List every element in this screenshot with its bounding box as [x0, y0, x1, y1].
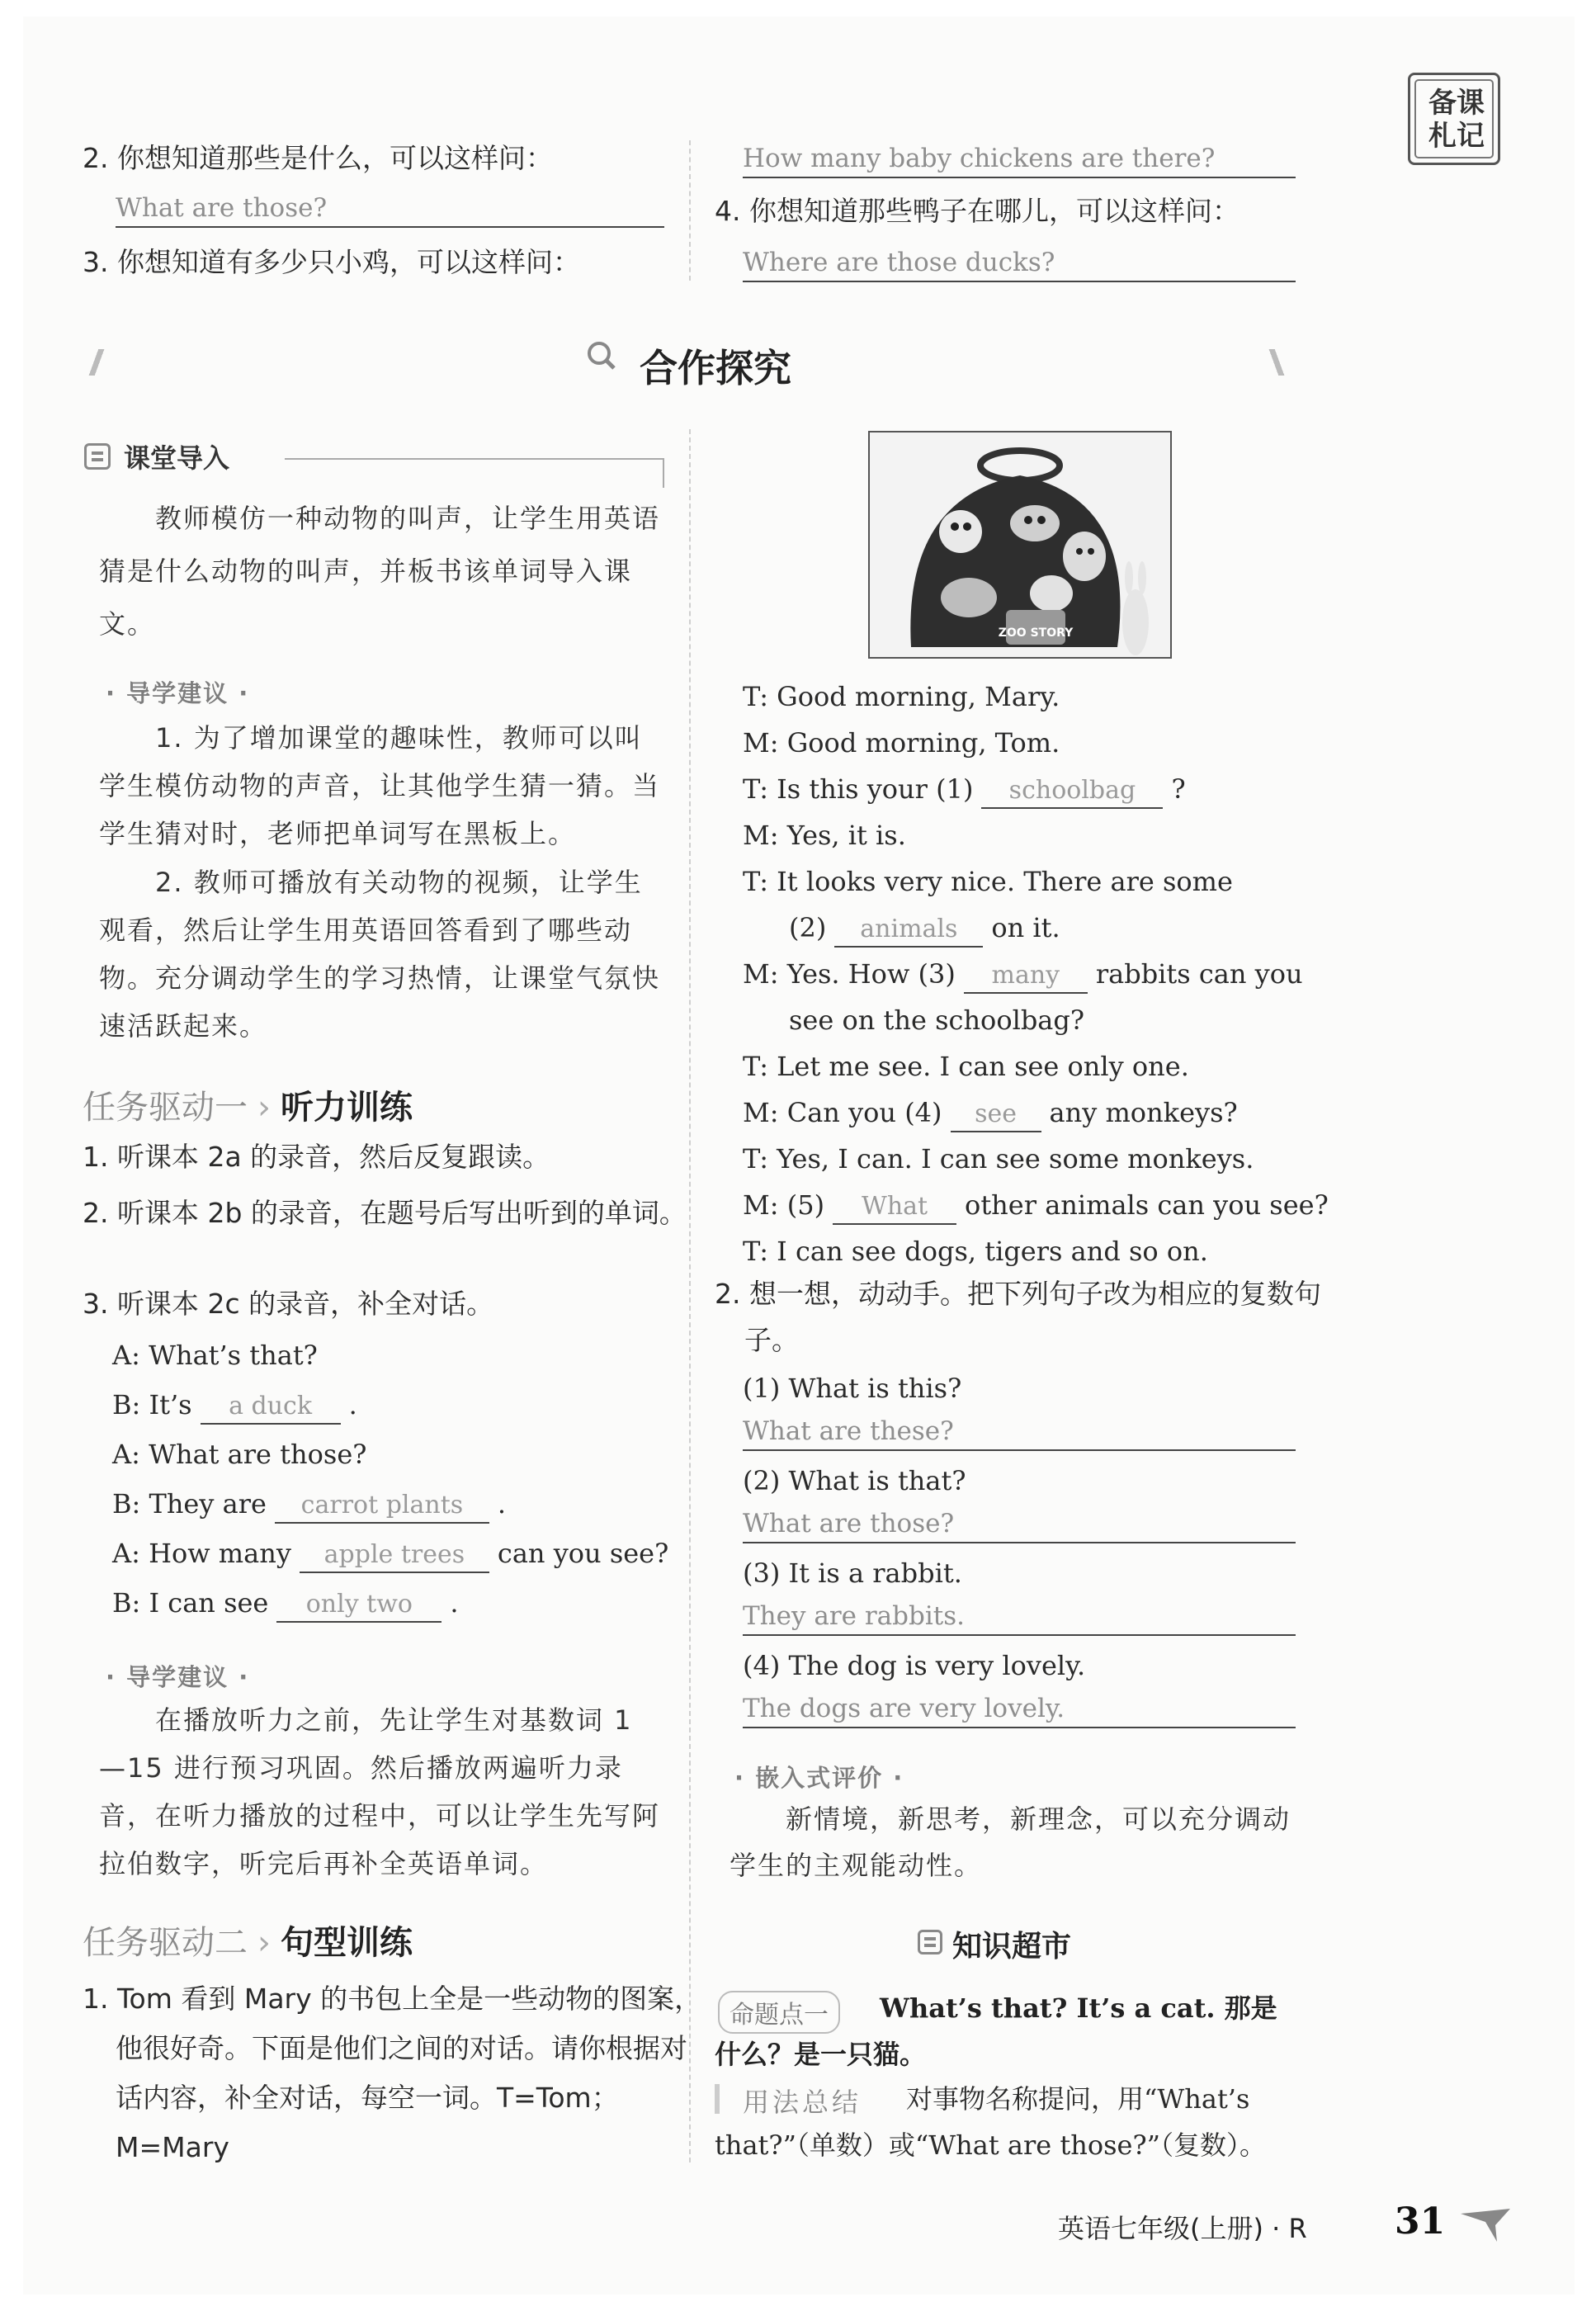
- dlg2-text: T: Let me see. I can see only one.: [743, 1051, 1189, 1082]
- dlg2-blank: What: [833, 1190, 956, 1225]
- dlg2-line: [743, 817, 906, 853]
- zoo-story-label: ZOO STORY: [998, 626, 1074, 640]
- intro-rule-end: [663, 458, 664, 488]
- dlg2-blank: many: [964, 959, 1088, 994]
- answer-3: How many baby chickens are there?: [743, 140, 1296, 178]
- task2-heading: 任务驱动二 › 句型训练: [83, 1924, 413, 1962]
- dlg2-line: [743, 771, 1186, 809]
- dlg2-line: [743, 1141, 1254, 1177]
- dlg1-text-after: can you see?: [497, 1538, 669, 1569]
- dlg2-text-after: on it.: [991, 912, 1060, 943]
- dlg2-text: M: Good morning, Tom.: [743, 727, 1060, 759]
- dlg2-line: [789, 1002, 1084, 1038]
- section-divider-left: [87, 349, 106, 376]
- tip2-title: · 导学建议 ·: [106, 1663, 250, 1691]
- intro-rule: [285, 458, 664, 460]
- plural-q2: (2) What is that?: [743, 1465, 966, 1496]
- dlg1-text-after: .: [450, 1587, 459, 1619]
- schoolbag-image: [868, 431, 1172, 659]
- dlg1-text: B: I can see: [112, 1587, 269, 1619]
- dlg1-text: B: They are: [112, 1488, 267, 1520]
- dlg1-line: [112, 1387, 357, 1425]
- dlg1-text: A: What are those?: [112, 1439, 367, 1470]
- plural-a3: They are rabbits.: [743, 1598, 1296, 1636]
- stamp-text: 备课札记: [1428, 87, 1485, 153]
- task2-item-1: 1. Tom 看到 Mary 的书包上全是一些动物的图案，他很好奇。下面是他们之间的对话。请你根据对话内容，补全对话，每空一词。T=Tom；M=Mary: [83, 1983, 702, 2163]
- point-label: 命题点一: [718, 1991, 840, 2034]
- dlg1-text: B: It’s: [112, 1389, 192, 1420]
- dlg2-blank: animals: [834, 913, 983, 948]
- tip1-paragraph-2: 2. 教师可播放有关动物的视频，让学生观看，然后让学生用英语回答看到了哪些动物。充分调动学生的学习热情，让课堂气氛快速活跃起来。: [99, 867, 661, 1042]
- dlg2-line: [743, 1048, 1189, 1085]
- tip1-paragraph-1: 1. 为了增加课堂的趣味性，教师可以叫学生模仿动物的声音，让其他学生猜一猜。当学生猜对时，老师把单词写在黑板上。: [99, 722, 661, 849]
- task1-item-2: 2. 听课本 2b 的录音，在题号后写出听到的单词。: [83, 1197, 687, 1229]
- magnifier-icon: [584, 338, 617, 371]
- tip1-title: · 导学建议 ·: [106, 679, 250, 707]
- dlg2-text-after: rabbits can you: [1095, 958, 1303, 990]
- dlg1-text: A: How many: [112, 1538, 291, 1569]
- dlg2-text: T: Good morning, Mary.: [743, 681, 1060, 712]
- task1-prefix: 任务驱动一: [83, 1089, 248, 1127]
- dlg2-text: T: Is this your (1): [743, 773, 974, 805]
- dlg1-line: [112, 1337, 318, 1373]
- dlg1-text-after: .: [497, 1488, 507, 1520]
- dlg2-line: [743, 956, 1303, 994]
- usage-text: 对事物名称提问，用“What’s that?”（单数）或“What are those?”（复数）。: [715, 2083, 1266, 2161]
- task1-item-3: 3. 听课本 2c 的录音，补全对话。: [83, 1288, 494, 1320]
- plural-q1: (1) What is this?: [743, 1373, 962, 1404]
- dlg1-blank: only two: [276, 1588, 441, 1623]
- dlg2-text: (2): [789, 912, 827, 943]
- dlg2-text: M: Yes. How (3): [743, 958, 956, 990]
- dlg2-text: T: It looks very nice. There are some: [743, 866, 1233, 897]
- knowledge-icon: [918, 1930, 942, 1954]
- dlg2-text: M: (5): [743, 1189, 825, 1221]
- dlg2-text: T: I can see dogs, tigers and so on.: [743, 1236, 1208, 1267]
- dlg2-blank: see: [951, 1098, 1041, 1132]
- plural-a2: What are those?: [743, 1505, 1296, 1543]
- column-divider: [689, 429, 691, 2162]
- question-4: 4. 你想知道那些鸭子在哪儿，可以这样问：: [715, 195, 1239, 227]
- dlg2-text: M: Yes, it is.: [743, 820, 906, 851]
- dlg1-blank: apple trees: [300, 1538, 489, 1573]
- dlg1-line: [112, 1585, 459, 1623]
- question-3: 3. 你想知道有多少只小鸡，可以这样问：: [83, 246, 580, 278]
- eval-text: 新情境，新思考，新理念，可以充分调动学生的主观能动性。: [730, 1803, 1291, 1881]
- dlg2-line: [743, 725, 1060, 761]
- eval-title: · 嵌入式评价 ·: [734, 1764, 904, 1792]
- task1-heading: 任务驱动一 › 听力训练: [83, 1089, 413, 1127]
- knowledge-title: 知识超市: [952, 1930, 1072, 1964]
- tip2-text: 在播放听力之前，先让学生对基数词 1—15 进行预习巩固。然后播放两遍听力录音，在听力播放的过程中，可以让学生先写阿拉伯数字，听完后再补全英语单词。: [99, 1704, 661, 1879]
- notes-stamp: [1408, 73, 1500, 165]
- dlg2-text: M: Can you (4): [743, 1097, 942, 1128]
- classroom-intro-icon: [84, 443, 111, 470]
- dlg2-line: [743, 1094, 1238, 1132]
- question-2: 2. 你想知道那些是什么，可以这样问：: [83, 142, 553, 174]
- plural-a4: The dogs are very lovely.: [743, 1690, 1296, 1728]
- dlg1-blank: a duck: [201, 1390, 341, 1425]
- classroom-intro-text: 教师模仿一种动物的叫声，让学生用英语猜是什么动物的叫声，并板书该单词导入课文。: [99, 503, 661, 640]
- page-corner-icon: [1461, 2205, 1510, 2242]
- task2-q2-prompt: 2. 想一想，动动手。把下列句子改为相应的复数句子。: [715, 1278, 1321, 1356]
- dlg1-text-after: .: [348, 1389, 357, 1420]
- plural-q3: (3) It is a rabbit.: [743, 1557, 962, 1589]
- task2-title: 句型训练: [281, 1924, 413, 1962]
- classroom-intro-label: 课堂导入: [124, 442, 230, 474]
- plural-q4: (4) The dog is very lovely.: [743, 1650, 1086, 1681]
- dlg2-line: [743, 1233, 1208, 1269]
- section-title: 合作探究: [640, 346, 791, 390]
- section-divider-right: [1267, 349, 1287, 376]
- answer-2: What are those?: [116, 190, 664, 228]
- dlg2-text: see on the schoolbag?: [789, 1004, 1085, 1036]
- dlg2-line: [789, 910, 1060, 948]
- answer-4: Where are those ducks?: [743, 244, 1296, 282]
- dlg1-line: [112, 1535, 668, 1573]
- dlg2-line: [743, 863, 1233, 900]
- page-number: 31: [1395, 2200, 1446, 2243]
- dlg1-blank: carrot plants: [275, 1489, 489, 1524]
- point-text: What’s that? It’s a cat. 那是什么？是一只猫。: [715, 1992, 1277, 2070]
- usage-label: 用法总结: [743, 2087, 862, 2118]
- dlg2-text-after: any monkeys?: [1049, 1097, 1238, 1128]
- dlg2-blank: schoolbag: [981, 774, 1163, 809]
- dlg1-line: [112, 1486, 506, 1524]
- column-divider-top: [689, 140, 691, 281]
- task1-title: 听力训练: [281, 1089, 413, 1127]
- footer-book-title: 英语七年级(上册) · R: [1058, 2213, 1307, 2244]
- dlg2-text-after: ?: [1171, 773, 1186, 805]
- dlg1-line: [112, 1436, 366, 1472]
- dlg2-line: [743, 678, 1060, 715]
- dlg2-line: [743, 1187, 1329, 1225]
- dlg2-text-after: other animals can you see?: [965, 1189, 1329, 1221]
- plural-a1: What are these?: [743, 1413, 1296, 1451]
- task2-prefix: 任务驱动二: [83, 1924, 248, 1962]
- dlg1-text: A: What’s that?: [112, 1340, 318, 1371]
- dlg2-text: T: Yes, I can. I can see some monkeys.: [743, 1143, 1254, 1175]
- task1-item-1: 1. 听课本 2a 的录音，然后反复跟读。: [83, 1141, 550, 1173]
